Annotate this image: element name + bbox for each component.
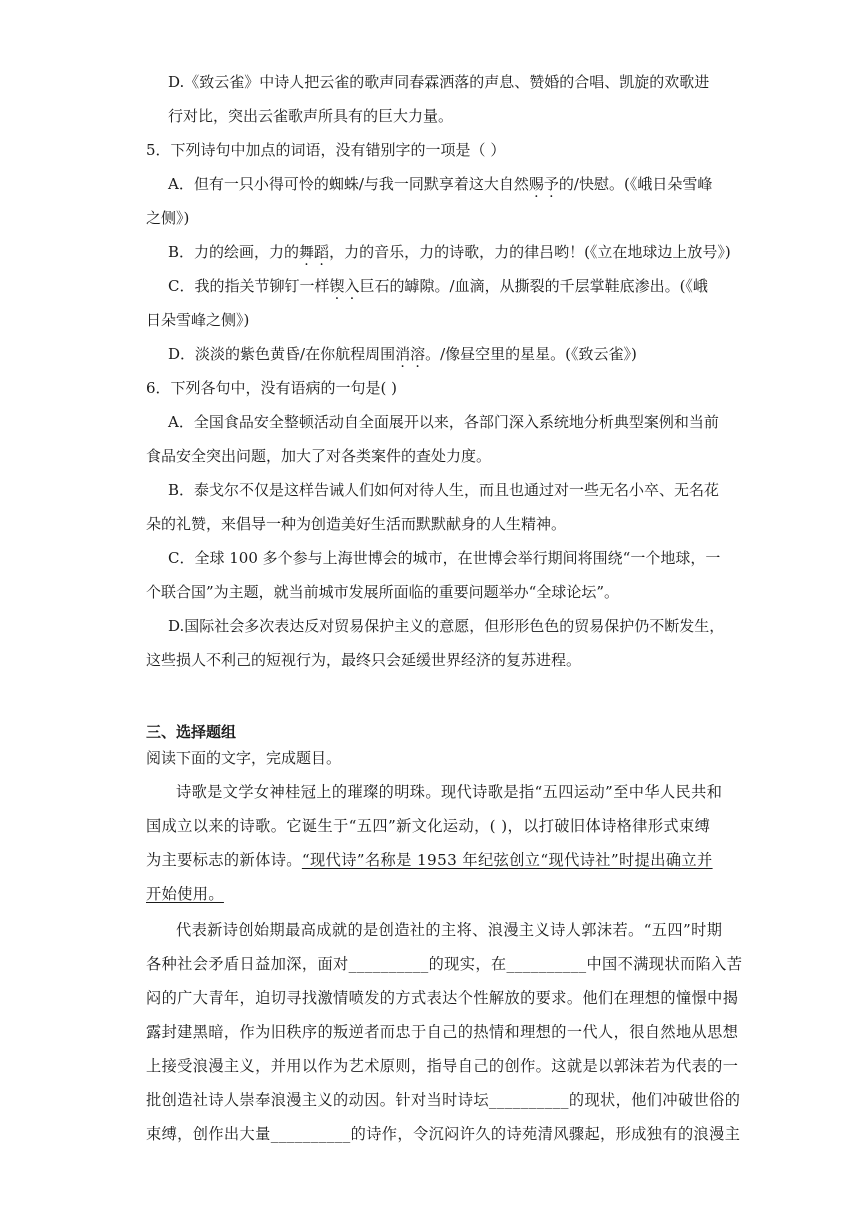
section-heading: 三、选择题组 — [146, 723, 237, 741]
passage-p2-line1: 代表新诗创始期最高成就的是创造社的主将、浪漫主义诗人郭沫若。“五四”时期 — [176, 921, 723, 939]
passage-p2-line7: 束缚，创作出大量__________的诗作，令沉闷许久的诗苑清风骤起，形成独有的浪漫主 — [146, 1125, 741, 1143]
q5-option-c-line1 — [168, 276, 708, 296]
q5-b-dotted-char-2: 蹈 — [314, 243, 330, 261]
q6-option-a-line1: A．全国食品安全整顿活动自全面展开以来，各部门深入系统地分析典型案例和当前 — [168, 413, 719, 431]
q5-option-a-line1 — [168, 174, 712, 194]
passage-p2-line3: 闷的广大青年，迫切寻找激情喷发的方式表达个性解放的要求。他们在理想的憧憬中揭 — [146, 989, 739, 1007]
q6-option-c-line1: C．全球 100 多个参与上海世博会的城市，在世博会举行期间将围绕“一个地球，一 — [168, 549, 721, 567]
q5-d-dotted-char-1: 消 — [395, 345, 411, 363]
q4-option-d-line1: D.《致云雀》中诗人把云雀的歌声同春霖洒落的声息、赞婚的合唱、凯旋的欢歌进 — [168, 73, 710, 91]
q4-option-d-line2: 行对比，突出云雀歌声所具有的巨大力量。 — [168, 107, 454, 125]
passage-p1-line3 — [146, 850, 713, 870]
q5-option-d — [168, 344, 637, 364]
q6-option-a-line2: 食品安全突出问题，加大了对各类案件的查处力度。 — [146, 447, 492, 465]
passage-p2-line4: 露封建黑暗，作为旧秩序的叛逆者而忠于自己的热情和理想的一代人，很自然地从思想 — [146, 1023, 739, 1041]
q6-option-b-line1: B．泰戈尔不仅是这样告诫人们如何对待人生，而且也通过对一些无名小卒、无名花 — [168, 481, 720, 499]
q5-stem: 5．下列诗句中加点的词语，没有错别字的一项是（ ） — [146, 141, 506, 159]
q6-option-c-line2: 个联合国”为主题，就当前城市发展所面临的重要问题举办“全球论坛”。 — [146, 583, 620, 601]
q5-a-text-post: 的/快慰。(《峨日朵雪峰 — [558, 175, 713, 193]
q5-d-text-pre: D．淡淡的紫色黄昏/在你航程周围 — [168, 345, 396, 363]
passage-underlined-sentence-end: 开始使用。 — [146, 885, 224, 903]
q5-option-c-line2: 日朵雪峰之侧》) — [146, 311, 250, 329]
q5-c-dotted-char-1: 锲 — [329, 277, 345, 295]
passage-p1-line2: 国成立以来的诗歌。它诞生于“五四”新文化运动，( )，以打破旧体诗格律形式束缚 — [146, 817, 711, 835]
passage-p2-line5: 上接受浪漫主义，并用以作为艺术原则，指导自己的创作。这就是以郭沫若为代表的一 — [146, 1057, 739, 1075]
q5-d-dotted-char-2: 溶 — [410, 345, 426, 363]
passage-p1-line1: 诗歌是文学女神桂冠上的璀璨的明珠。现代诗歌是指“五四运动”至中华人民共和 — [176, 783, 723, 801]
q5-b-dotted-char-1: 舞 — [299, 243, 315, 261]
q5-a-dotted-char-1: 赐 — [528, 175, 544, 193]
q5-c-text-post: 巨石的罅隙。/血滴，从撕裂的千层掌鞋底渗出。(《峨 — [359, 277, 708, 295]
q6-option-b-line2: 朵的礼赞，来倡导一种为创造美好生活而默默献身的人生精神。 — [146, 515, 567, 533]
q6-option-d-line1: D.国际社会多次表达反对贸易保护主义的意愿，但形形色色的贸易保护仍不断发生， — [168, 617, 725, 635]
q5-c-dotted-char-2: 入 — [344, 277, 360, 295]
passage-p2-line2: 各种社会矛盾日益加深，面对__________的现实，在__________中国不满现状而陷入苦 — [146, 955, 743, 973]
q5-d-text-post: 。/像昼空里的星星。(《致云雀》) — [425, 345, 637, 363]
q6-option-d-line2: 这些损人不利己的短视行为，最终只会延缓世界经济的复苏进程。 — [146, 651, 582, 669]
q5-b-text-pre: B．力的绘画，力的 — [168, 243, 300, 261]
q6-stem: 6．下列各句中，没有语病的一句是( ) — [146, 379, 398, 397]
q5-c-text-pre: C．我的指关节铆钉一样 — [168, 277, 330, 295]
passage-p1-line3-text: 为主要标志的新体诗。 — [146, 851, 302, 869]
passage-underlined-sentence: “现代诗”名称是 1953 年纪弦创立“现代诗社”时提出确立并 — [301, 851, 713, 869]
passage-p2-line6: 批创造社诗人崇奉浪漫主义的动因。针对当时诗坛__________的现状，他们冲破世俗的 — [146, 1091, 741, 1109]
q5-b-text-post: ，力的音乐，力的诗歌，力的律吕哟！(《立在地球边上放号》) — [329, 243, 731, 261]
section-instruction: 阅读下面的文字，完成题目。 — [146, 749, 342, 767]
q5-a-dotted-char-2: 予 — [543, 175, 559, 193]
q5-option-b — [168, 242, 731, 262]
q5-option-a-line2: 之侧》) — [146, 209, 190, 227]
q5-a-text-pre: A．但有一只小得可怜的蜘蛛/与我一同默享着这大自然 — [168, 175, 529, 193]
